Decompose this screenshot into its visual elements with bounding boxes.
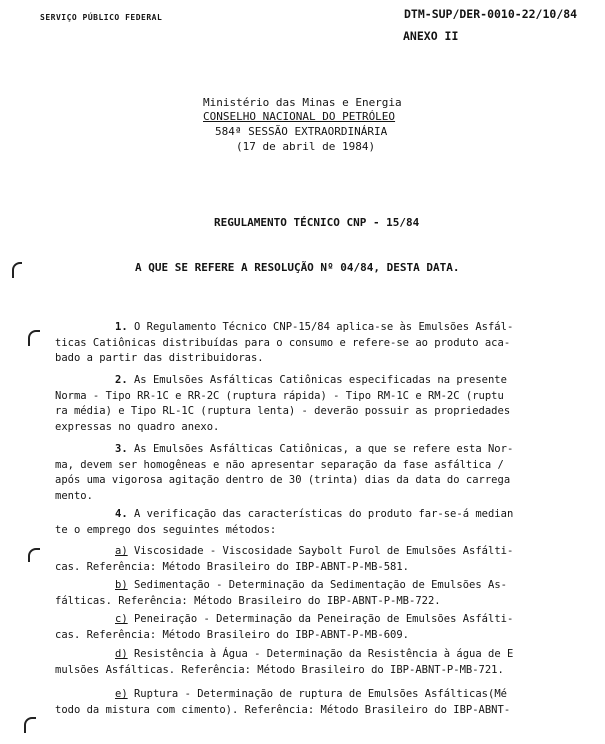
session-date: (17 de abril de 1984): [236, 140, 376, 153]
paragraph-text: As Emulsões Asfálticas Catiônicas especificadas na presente: [133, 374, 507, 386]
resolution-reference: A QUE SE REFERE A RESOLUÇÃO Nº 04/84, DESTA DATA.: [135, 261, 460, 274]
paragraph-text: ma, devem ser homogêneas e não apresentar separação da fase asfáltica /: [55, 458, 504, 471]
item-text: - Determinação da Sedimentação de Emulsões As-: [209, 579, 507, 591]
paragraph-number: 2.: [115, 374, 128, 386]
item-text: - Determinação de ruptura de Emulsões Asfálticas(Mé: [178, 688, 507, 700]
item-text: todo da mistura com cimento). Referência: Método Brasileiro do IBP-ABNT-: [55, 703, 511, 716]
paragraph-text: Norma - Tipo RR-1C e RR-2C (ruptura rápida) - Tipo RM-1C e RM-2C (ruptu: [55, 389, 504, 402]
binder-mark: [28, 330, 40, 346]
method-item-c: [55, 612, 593, 643]
item-label: Peneiração: [133, 613, 198, 625]
paragraph-3: [55, 442, 593, 504]
regulation-title: REGULAMENTO TÉCNICO CNP - 15/84: [214, 216, 420, 229]
item-text: fálticas. Referência: Método Brasileiro do IBP-ABNT-P-MB-722.: [55, 594, 441, 607]
paragraph-number: 1.: [115, 321, 128, 333]
paragraph-text: bado a partir das distribuidoras.: [55, 352, 264, 364]
paragraph-text: após uma vigorosa agitação dentro de 30 (trinta) dias da data do carrega: [55, 474, 511, 486]
paragraph-text: O Regulamento Técnico CNP-15/84 aplica-se às Emulsões Asfál-: [133, 321, 514, 333]
item-letter: d): [115, 648, 128, 660]
paragraph-text: ra média) e Tipo RL-1C (ruptura lenta) - deverão possuir as propriedades: [55, 405, 511, 417]
item-letter: b): [115, 579, 128, 591]
paragraph-4: [55, 507, 593, 538]
paragraph-text: te o emprego dos seguintes métodos:: [55, 523, 277, 536]
binder-mark: [28, 548, 40, 562]
item-text: cas. Referência: Método Brasileiro do IBP-ABNT-P-MB-609.: [55, 628, 410, 641]
paragraph-number: 3.: [115, 443, 128, 455]
item-label: Resistência à Água: [133, 648, 248, 660]
council-heading: CONSELHO NACIONAL DO PETRÓLEO: [203, 110, 396, 123]
item-letter: e): [115, 688, 128, 700]
item-text: - Viscosidade Saybolt Furol de Emulsões Asfálti-: [203, 545, 514, 557]
method-item-e: [55, 687, 593, 718]
item-text: cas. Referência: Método Brasileiro do IBP-ABNT-P-MB-581.: [55, 560, 410, 573]
method-item-d: [55, 647, 593, 678]
method-item-b: [55, 578, 593, 609]
paragraph-text: ticas Catiônicas distribuídas para o consumo e refere-se ao produto aca-: [55, 336, 511, 349]
paragraph-1: [55, 320, 593, 367]
item-label: Sedimentação: [133, 579, 210, 591]
paragraph-text: As Emulsões Asfálticas Catiônicas, a que se refere esta Nor-: [133, 443, 514, 455]
item-text: - Determinação da Peneiração de Emulsões Asfálti-: [197, 613, 514, 625]
service-header: SERVIÇO PÚBLICO FEDERAL: [40, 13, 163, 22]
annex-label: ANEXO II: [403, 29, 459, 43]
item-label: Ruptura: [133, 688, 179, 700]
session-heading: 584ª SESSÃO EXTRAORDINÁRIA: [215, 125, 388, 138]
item-label: Viscosidade: [133, 545, 204, 557]
item-letter: a): [115, 545, 128, 557]
document-reference: DTM-SUP/DER-0010-22/10/84: [404, 7, 578, 21]
paragraph-text: A verificação das características do produto far-se-á median: [133, 508, 514, 520]
binder-mark: [12, 262, 22, 278]
paragraph-number: 4.: [115, 508, 128, 520]
paragraph-text: mento.: [55, 489, 93, 502]
binder-mark: [24, 717, 36, 733]
item-text: mulsões Asfálticas. Referência: Método Brasileiro do IBP-ABNT-P-MB-721.: [55, 663, 504, 676]
ministry-heading: Ministério das Minas e Energia: [203, 96, 402, 109]
item-text: - Determinação da Resistência à água de E: [247, 648, 514, 660]
method-item-a: [55, 544, 593, 575]
paragraph-text: expressas no quadro anexo.: [55, 420, 220, 433]
paragraph-2: [55, 373, 593, 435]
item-letter: c): [115, 613, 128, 625]
